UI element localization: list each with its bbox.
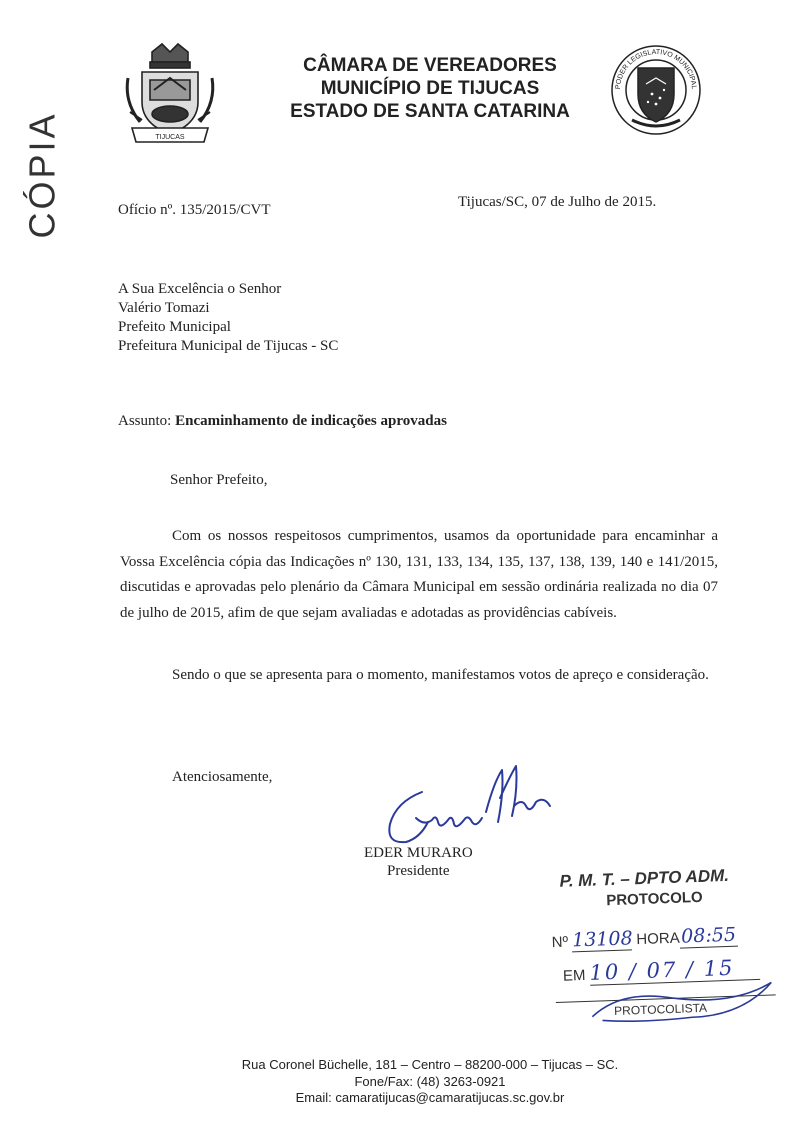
- protocol-number-row: [551, 924, 738, 953]
- header-line-1: CÂMARA DE VEREADORES: [303, 55, 557, 76]
- protocol-header: P. M. T. – DPTO ADM.: [559, 865, 730, 891]
- emblem-arc-label: PODER LEGISLATIVO MUNICIPAL: [614, 48, 698, 90]
- letter-reference: Ofício nº. 135/2015/CVT: [118, 202, 271, 218]
- protocol-date-label: EM: [562, 966, 586, 985]
- recipient-line-1: A Sua Excelência o Senhor: [118, 281, 282, 297]
- body-paragraph-2: Sendo o que se apresenta para o momento, manifestamos votos de apreço e consideração.: [172, 667, 709, 683]
- closing: Atenciosamente,: [172, 769, 273, 785]
- letter-place-date: Tijucas/SC, 07 de Julho de 2015.: [458, 194, 657, 210]
- footer-address: Rua Coronel Büchelle, 181 – Centro – 88200-000 – Tijucas – SC.: [241, 1057, 619, 1072]
- protocol-number-label: Nº: [551, 933, 569, 952]
- subject-text: Encaminhamento de indicações aprovadas: [175, 413, 447, 429]
- subject-label: Assunto:: [118, 413, 172, 429]
- recipient-line-3: Prefeito Municipal: [118, 319, 231, 335]
- footer: [150, 1057, 710, 1107]
- recipient-block: [118, 280, 338, 356]
- recipient-line-4: Prefeitura Municipal de Tijucas - SC: [118, 338, 339, 354]
- protocol-date-value: 10 / 07 / 15: [589, 955, 760, 986]
- copy-stamp: [8, 110, 78, 240]
- protocol-number-value: 13108: [571, 927, 633, 952]
- header-line-2: MUNICÍPIO DE TIJUCAS: [320, 78, 540, 99]
- crest-left-label: TIJUCAS: [155, 134, 185, 141]
- copy-stamp-text: CÓPIA: [22, 111, 63, 239]
- protocol-title: PROTOCOLO: [606, 888, 703, 910]
- body-paragraph-1: Com os nossos respeitosos cumprimentos, usamos da oportunidade para encaminhar a Vossa Excelência cópia das Indicações nº 130, 131, 133, 134, 135, 137, 138, 139, 140 e 141/2015, discutidas e aprovadas pelo plenário da Câmara Municipal em sessão ordinária realizada no dia 07 de julho de 2015, afim de que sejam avaliadas e adotadas as providências cabíveis.: [120, 528, 718, 621]
- protocol-stamp: [547, 864, 792, 1032]
- protocol-clerk-label: PROTOCOLISTA: [613, 1000, 708, 1018]
- header-line-3: ESTADO DE SANTA CATARINA: [290, 101, 570, 122]
- footer-email: Email: camaratijucas@camaratijucas.sc.gov.br: [295, 1090, 565, 1105]
- signer-name: EDER MURARO: [364, 845, 473, 861]
- protocol-clerk-signature: [581, 974, 783, 1031]
- subject-line: [118, 413, 447, 430]
- protocol-hour-label: HORA: [636, 929, 680, 949]
- municipal-crest-left: [120, 42, 220, 152]
- protocol-hour-value: 08:55: [680, 923, 737, 948]
- header-title: [240, 54, 620, 123]
- legislative-emblem-right: [606, 38, 706, 138]
- salutation: Senhor Prefeito,: [170, 472, 268, 488]
- recipient-line-2: Valério Tomazi: [118, 300, 210, 316]
- signer-title: Presidente: [387, 863, 450, 879]
- footer-phone: Fone/Fax: (48) 3263-0921: [354, 1073, 506, 1089]
